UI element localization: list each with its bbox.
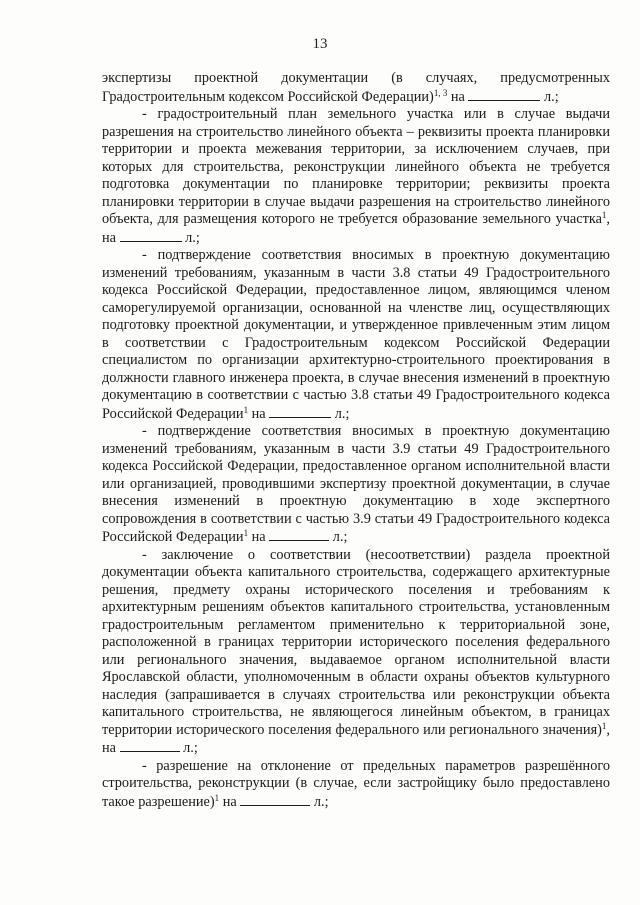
paragraph-expertise [102, 70, 610, 106]
footnote-ref: 1 [243, 528, 249, 538]
paragraph-text: - подтверждение соответствия вносимых в проектную документацию изменений требованиям, указанным в части 3.8 статьи 49 Градостроительного кодекса Российской Федерации, предоставленное лицом, являющимся членом саморегулируемой организации, основанной на членстве лиц, осуществляющих подготовку проектной документации, и утвержденное привлеченным этим лицом в соответствии с Градостроительным кодексом Российской Федерации специалистом по организации архитектурно-строительного проектирования в должности главного инженера проекта, в случае внесения изменений в проектную документацию в соответствии с частью 3.8 статьи 49 Градостроительного кодекса Российской Федерации [102, 247, 610, 422]
paragraph-suffix: на [447, 88, 465, 105]
sheets-unit: л.; [310, 793, 329, 810]
fill-in-blank [468, 88, 540, 101]
paragraph-confirmation-3-9 [102, 423, 610, 547]
paragraph-suffix: , на [102, 211, 610, 246]
sheets-unit: л.; [179, 740, 198, 756]
sheets-unit: л.; [329, 529, 348, 545]
sheets-unit: л.; [331, 405, 350, 422]
paragraph-text: - градостроительный план земельного участка или в случае выдачи разрешения на строительство линейного объекта – реквизиты проекта планировки территории и проекта межевания территории, за исключением случаев, при которых для строительства, реконструкции линейного объекта не требуется подготовка документации по планировке территории; реквизиты проекта планировки территории в случае выдачи разрешения на строительство линейного объекта, для размещения которого не требуется образование земельного участка [102, 106, 610, 227]
footnote-ref: 1 [243, 404, 249, 415]
fill-in-blank [120, 739, 180, 752]
sheets-unit: л.; [540, 88, 559, 105]
paragraph-text: - разрешение на отклонение от предельных параметров разрешённого строительства, реконструкции (в случае, если застройщику было предоставлено такое разрешение) [102, 757, 610, 810]
paragraph-text: - заключение о соответствии (несоответствии) раздела проектной документации объекта капитального строительства, содержащего архитектурные решения, предмету охраны исторического поселения и требованиям к архитектурным решениям объектов капитального строительства, установленным градостроительным регламентом применительно к территориальной зоне, расположенной в границах территории исторического поселения федерального или регионального значения, выдаваемое органом исполнительной власти Ярославской области, уполномоченным в области охраны объектов культурного наследия (запрашивается в случаях строительства или реконструкции объекта капитального строительства, не являющегося линейным объектом, в границах территории исторического поселения федерального или регионального значения) [102, 546, 610, 738]
footnote-ref: 1 [214, 792, 220, 803]
fill-in-blank [269, 528, 329, 541]
fill-in-blank [240, 793, 310, 806]
footnote-ref: 1 [601, 210, 607, 220]
document-body [102, 70, 610, 811]
paragraph-conclusion [102, 547, 610, 758]
footnote-ref: 1 [601, 720, 607, 731]
sheets-unit: л.; [181, 229, 200, 246]
paragraph-gradplan [102, 106, 610, 247]
paragraph-suffix: , на [102, 721, 610, 756]
paragraph-suffix: на [248, 529, 266, 545]
fill-in-blank [269, 405, 331, 418]
paragraph-suffix: на [219, 793, 237, 810]
paragraph-text: - подтверждение соответствия вносимых в проектную документацию изменений требованиям, указанным в части 3.9 статьи 49 Градостроительного кодекса Российской Федерации, предоставленное органом исполнительной власти или организацией, проводившими экспертизу проектной документации, в случае внесения изменений в проектную документацию в ходе экспертного сопровождения в соответствии с частью 3.9 статьи 49 Градостроительного кодекса Российской Федерации [102, 423, 610, 545]
paragraph-suffix: на [248, 405, 266, 422]
footnote-ref: 1, 3 [433, 87, 448, 98]
paragraph-text: экспертизы проектной документации (в случаях, предусмотренных Градостроительным кодексом Российской Федерации) [102, 70, 610, 105]
fill-in-blank [120, 229, 182, 242]
paragraph-confirmation-3-8 [102, 247, 610, 423]
page-number: 13 [312, 36, 328, 52]
paragraph-deviation-permit [102, 758, 610, 812]
